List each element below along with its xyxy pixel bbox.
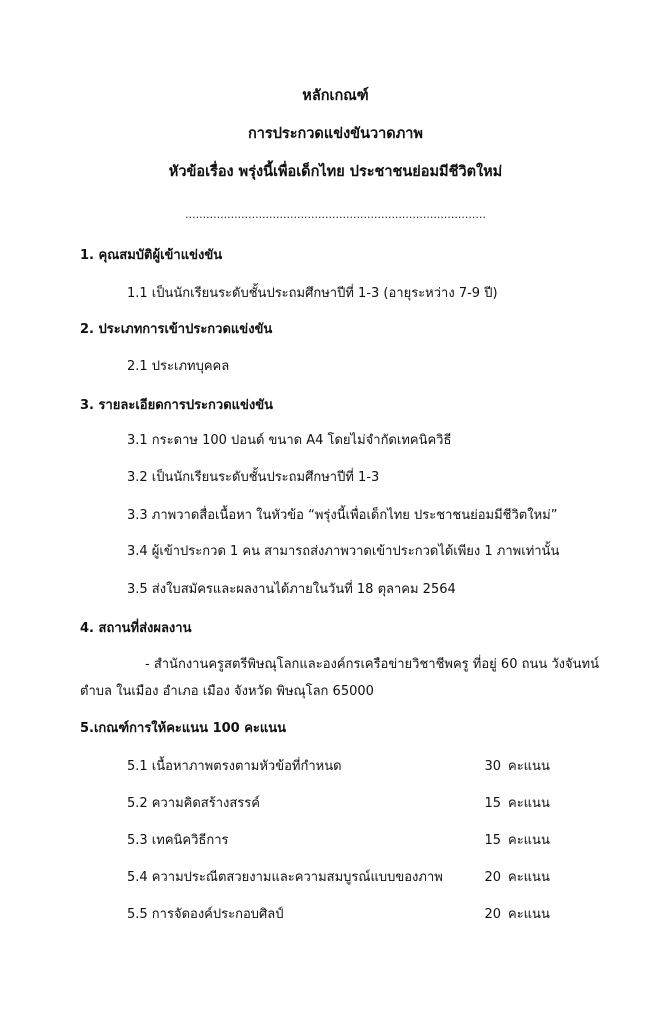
section-4-heading: 4. สถานที่ส่งผลงาน bbox=[80, 621, 192, 636]
criterion-label: 5.4 ความประณีตสวยงามและความสมบูรณ์แบบของภาพ bbox=[127, 870, 443, 885]
section-5-heading: 5.เกณฑ์การให้คะแนน 100 คะแนน bbox=[80, 721, 287, 736]
doc-topic: หัวข้อเรื่อง พรุ่งนี้เพื่อเด็กไทย ประชาชนย่อมมีชีวิตใหม่ bbox=[168, 164, 503, 180]
criterion-label: 5.1 เนื้อหาภาพตรงตามหัวข้อที่กำหนด bbox=[127, 759, 342, 774]
section-1-heading: 1. คุณสมบัติผู้เข้าแข่งขัน bbox=[80, 248, 223, 263]
item-3-2: 3.2 เป็นนักเรียนระดับชั้นประถมศึกษาปีที่ 1-3 bbox=[127, 470, 380, 485]
criterion-score: 20 bbox=[484, 870, 501, 885]
criterion-unit: คะแนน bbox=[508, 759, 550, 774]
item-2-1: 2.1 ประเภทบุคคล bbox=[127, 359, 230, 374]
doc-title: หลักเกณฑ์ bbox=[302, 88, 369, 104]
criterion-unit: คะแนน bbox=[508, 833, 550, 848]
criterion-score: 20 bbox=[484, 907, 501, 922]
address-line-2: ตำบล ในเมือง อำเภอ เมือง จังหวัด พิษณุโลก 65000 bbox=[80, 684, 374, 699]
criterion-score: 15 bbox=[484, 833, 501, 848]
item-3-5: 3.5 ส่งใบสมัครและผลงานได้ภายในวันที่ 18 ตุลาคม 2564 bbox=[127, 582, 456, 597]
address-line-1: - สำนักงานครูสตรีพิษณุโลกและองค์กรเครือข่ายวิชาชีพครู ที่อยู่ 60 ถนน วังจันทน์ bbox=[145, 657, 599, 672]
criterion-unit: คะแนน bbox=[508, 796, 550, 811]
item-3-3: 3.3 ภาพวาดสื่อเนื้อหา ในหัวข้อ “พรุ่งนี้เพื่อเด็กไทย ประชาชนย่อมมีชีวิตใหม่” bbox=[127, 508, 558, 523]
criterion-label: 5.5 การจัดองค์ประกอบศิลป์ bbox=[127, 907, 284, 922]
item-3-4: 3.4 ผู้เข้าประกวด 1 คน สามารถส่งภาพวาดเข้าประกวดได้เพียง 1 ภาพเท่านั้น bbox=[127, 544, 560, 559]
criterion-label: 5.3 เทคนิควิธีการ bbox=[127, 833, 229, 848]
item-3-1: 3.1 กระดาษ 100 ปอนด์ ขนาด A4 โดยไม่จำกัดเทคนิควิธี bbox=[127, 433, 452, 448]
criterion-unit: คะแนน bbox=[508, 907, 550, 922]
doc-subtitle: การประกวดแข่งขันวาดภาพ bbox=[248, 126, 423, 142]
section-2-heading: 2. ประเภทการเข้าประกวดแข่งขัน bbox=[80, 322, 273, 337]
dotted-separator: ...................................................................................... bbox=[185, 208, 486, 221]
criterion-score: 30 bbox=[484, 759, 501, 774]
criterion-label: 5.2 ความคิดสร้างสรรค์ bbox=[127, 796, 260, 811]
criterion-score: 15 bbox=[484, 796, 501, 811]
criterion-unit: คะแนน bbox=[508, 870, 550, 885]
item-1-1: 1.1 เป็นนักเรียนระดับชั้นประถมศึกษาปีที่ 1-3 (อายุระหว่าง 7-9 ปี) bbox=[127, 286, 498, 301]
section-3-heading: 3. รายละเอียดการประกวดแข่งขัน bbox=[80, 398, 274, 413]
